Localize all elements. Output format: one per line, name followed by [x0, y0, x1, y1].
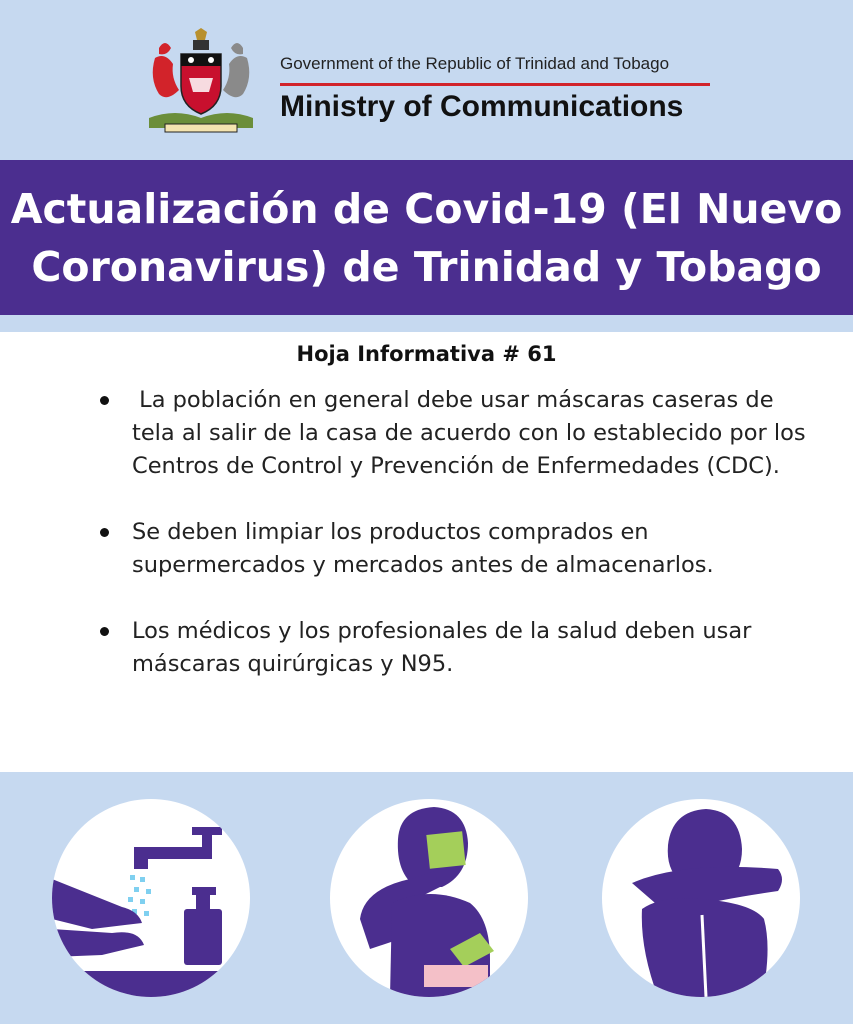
banner-title-line-2: Coronavirus) de Trinidad y Tobago — [31, 242, 822, 291]
bullet-text: Se deben limpiar los productos comprados en supermercados y mercados antes de almacenarlos. — [132, 519, 714, 578]
list-item — [100, 615, 820, 681]
government-name: Government of the Republic of Trinidad and Tobago — [280, 54, 670, 73]
bullet-icon — [100, 627, 109, 636]
hygiene-icons — [0, 772, 853, 1024]
ministry-name: Ministry of Communications — [280, 90, 684, 123]
cover-cough-tissue-icon — [330, 799, 528, 997]
fact-sheet-title: Hoja Informativa # 61 — [296, 342, 557, 366]
list-item — [100, 384, 820, 483]
fact-sheet — [0, 332, 853, 772]
list-item — [100, 516, 820, 582]
header — [0, 0, 853, 160]
divider — [280, 83, 710, 86]
hand-washing-icon — [52, 799, 250, 997]
title-banner — [0, 160, 853, 315]
bullet-text: La población en general debe usar máscaras caseras de tela al salir de la casa de acuerdo con lo establecido por los Centros de Control y Prevención de Enfermedades (CDC). — [132, 387, 813, 479]
separator-strip — [0, 315, 853, 332]
sneeze-into-elbow-icon — [602, 799, 800, 997]
bullet-list — [100, 384, 820, 714]
bullet-text: Los médicos y los profesionales de la salud deben usar máscaras quirúrgicas y N95. — [132, 618, 752, 677]
coat-of-arms-icon — [145, 28, 257, 134]
bullet-icon — [100, 528, 109, 537]
bullet-icon — [100, 396, 109, 405]
banner-title-line-1: Actualización de Covid-19 (El Nuevo — [10, 184, 843, 233]
